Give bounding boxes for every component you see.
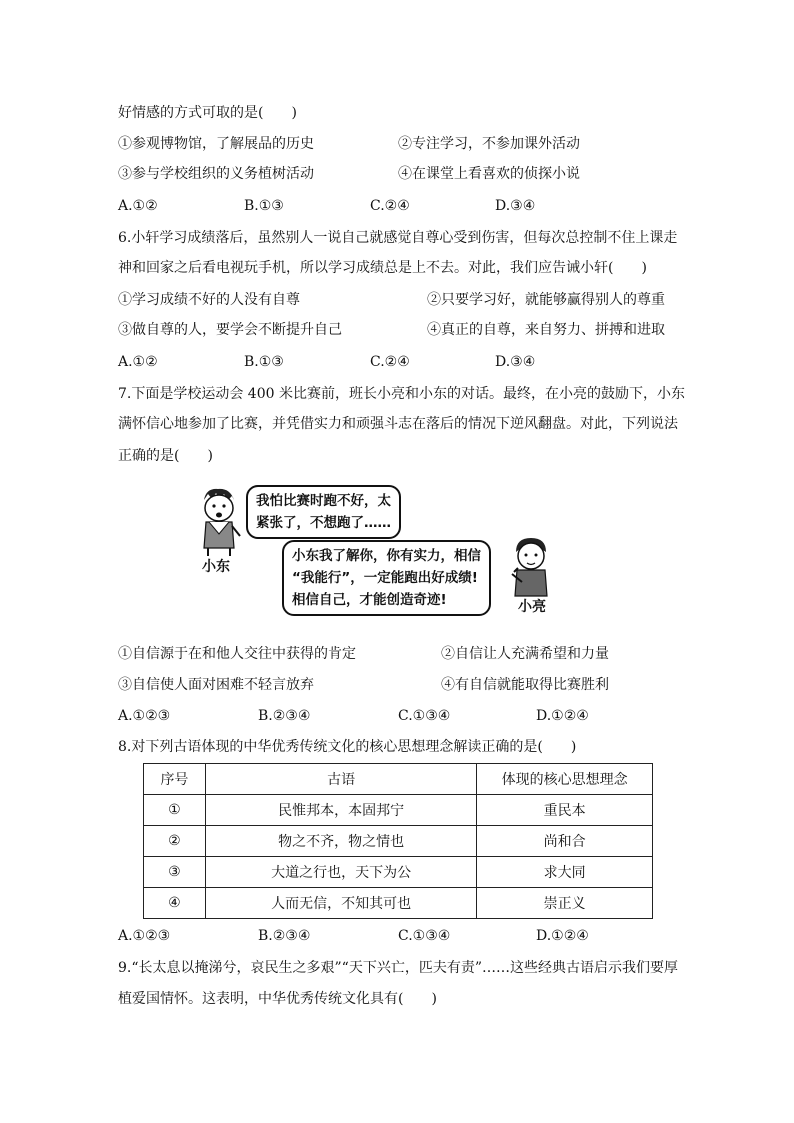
table-row bbox=[144, 857, 653, 888]
q5-option-3: ③参与学校组织的义务植树活动 bbox=[118, 166, 314, 182]
q6-answer-b: B.①③ bbox=[244, 354, 284, 370]
q7-answer-d: D.①②④ bbox=[536, 708, 589, 724]
q9-stem-line2: 植爱国情怀。这表明，中华优秀传统文化具有( ) bbox=[118, 991, 437, 1007]
q6-option-2: ②只要学习好，就能够赢得别人的尊重 bbox=[427, 292, 665, 308]
bubble2-line2: “我能行”，一定能跑出好成绩! bbox=[292, 570, 478, 586]
bubble2-line1: 小东我了解你，你有实力，相信 bbox=[292, 548, 481, 564]
q7-answer-b: B.②③④ bbox=[258, 708, 311, 724]
q8-answer-c: C.①③④ bbox=[398, 928, 451, 944]
name-right: 小亮 bbox=[518, 599, 546, 615]
q6-stem-line2: 神和回家之后看电视玩手机，所以学习成绩总是上不去。对此，我们应告诫小轩( ) bbox=[118, 260, 647, 276]
q8-table bbox=[143, 763, 653, 919]
table-cell: ① bbox=[144, 795, 206, 826]
table-row bbox=[144, 826, 653, 857]
q8-answer-a: A.①②③ bbox=[118, 928, 171, 944]
xiaoliang-figure bbox=[508, 534, 554, 602]
q8-stem: 8.对下列古语体现的中华优秀传统文化的核心思想理念解读正确的是( ) bbox=[118, 739, 577, 755]
q8-answer-b: B.②③④ bbox=[258, 928, 311, 944]
table-header: 体现的核心思想理念 bbox=[477, 764, 653, 795]
q7-answer-c: C.①③④ bbox=[398, 708, 451, 724]
q5-option-4: ④在课堂上看喜欢的侦探小说 bbox=[398, 166, 580, 182]
dialogue-illustration bbox=[196, 482, 556, 632]
table-header: 序号 bbox=[144, 764, 206, 795]
q7-option-4: ④有自信就能取得比赛胜利 bbox=[441, 677, 609, 693]
table-cell: 人而无信，不知其可也 bbox=[205, 888, 476, 919]
q7-option-1: ①自信源于在和他人交往中获得的肯定 bbox=[118, 646, 356, 662]
table-cell: 民惟邦本，本固邦宁 bbox=[205, 795, 476, 826]
q5-answer-c: C.②④ bbox=[370, 198, 410, 214]
table-cell: 物之不齐，物之情也 bbox=[205, 826, 476, 857]
q6-answer-d: D.③④ bbox=[495, 354, 536, 370]
q5-option-1: ①参观博物馆，了解展品的历史 bbox=[118, 136, 314, 152]
xiaodong-figure bbox=[196, 486, 242, 556]
q7-stem-line3: 正确的是( ) bbox=[118, 448, 213, 464]
q6-option-3: ③做自尊的人，要学会不断提升自己 bbox=[118, 322, 342, 338]
table-header-row bbox=[144, 764, 653, 795]
bubble2-line3: 相信自己，才能创造奇迹! bbox=[292, 592, 447, 608]
table-cell: 重民本 bbox=[477, 795, 653, 826]
q6-answer-a: A.①② bbox=[118, 354, 158, 370]
q7-option-3: ③自信使人面对困难不轻言放弃 bbox=[118, 677, 314, 693]
q6-answer-c: C.②④ bbox=[370, 354, 410, 370]
bubble1-line1: 我怕比赛时跑不好，太 bbox=[256, 493, 391, 509]
table-cell: 崇正义 bbox=[477, 888, 653, 919]
table-row bbox=[144, 795, 653, 826]
q8-answer-d: D.①②④ bbox=[536, 928, 589, 944]
q6-option-4: ④真正的自尊，来自努力、拼搏和进取 bbox=[427, 322, 665, 338]
q5-stem-tail: 好情感的方式可取的是( ) bbox=[118, 105, 297, 121]
q9-stem-line1: 9.“长太息以掩涕兮，哀民生之多艰”“天下兴亡，匹夫有责”……这些经典古语启示我们要厚 bbox=[118, 960, 678, 976]
speech-bubble-xiaodong bbox=[246, 485, 401, 539]
q6-option-1: ①学习成绩不好的人没有自尊 bbox=[118, 292, 300, 308]
q7-stem-line1: 7.下面是学校运动会 400 米比赛前，班长小亮和小东的对话。最终，在小亮的鼓励下，小东 bbox=[118, 386, 685, 402]
table-cell: 求大同 bbox=[477, 857, 653, 888]
q6-stem-line1: 6.小轩学习成绩落后，虽然别人一说自己就感觉自尊心受到伤害，但每次总控制不住上课走 bbox=[118, 230, 678, 246]
table-cell: ④ bbox=[144, 888, 206, 919]
q7-option-2: ②自信让人充满希望和力量 bbox=[441, 646, 609, 662]
table-cell: 大道之行也，天下为公 bbox=[205, 857, 476, 888]
name-left: 小东 bbox=[202, 559, 230, 575]
q5-answer-a: A.①② bbox=[118, 198, 158, 214]
table-cell: 尚和合 bbox=[477, 826, 653, 857]
table-cell: ③ bbox=[144, 857, 206, 888]
q5-answer-b: B.①③ bbox=[244, 198, 284, 214]
q5-answer-d: D.③④ bbox=[495, 198, 536, 214]
q7-stem-line2: 满怀信心地参加了比赛，并凭借实力和顽强斗志在落后的情况下逆风翻盘。对此，下列说法 bbox=[118, 416, 678, 432]
bubble1-line2: 紧张了，不想跑了…… bbox=[256, 515, 391, 531]
table-header: 古语 bbox=[205, 764, 476, 795]
table-row bbox=[144, 888, 653, 919]
q7-answer-a: A.①②③ bbox=[118, 708, 171, 724]
table-cell: ② bbox=[144, 826, 206, 857]
speech-bubble-xiaoliang bbox=[282, 540, 491, 616]
q5-option-2: ②专注学习，不参加课外活动 bbox=[398, 136, 580, 152]
